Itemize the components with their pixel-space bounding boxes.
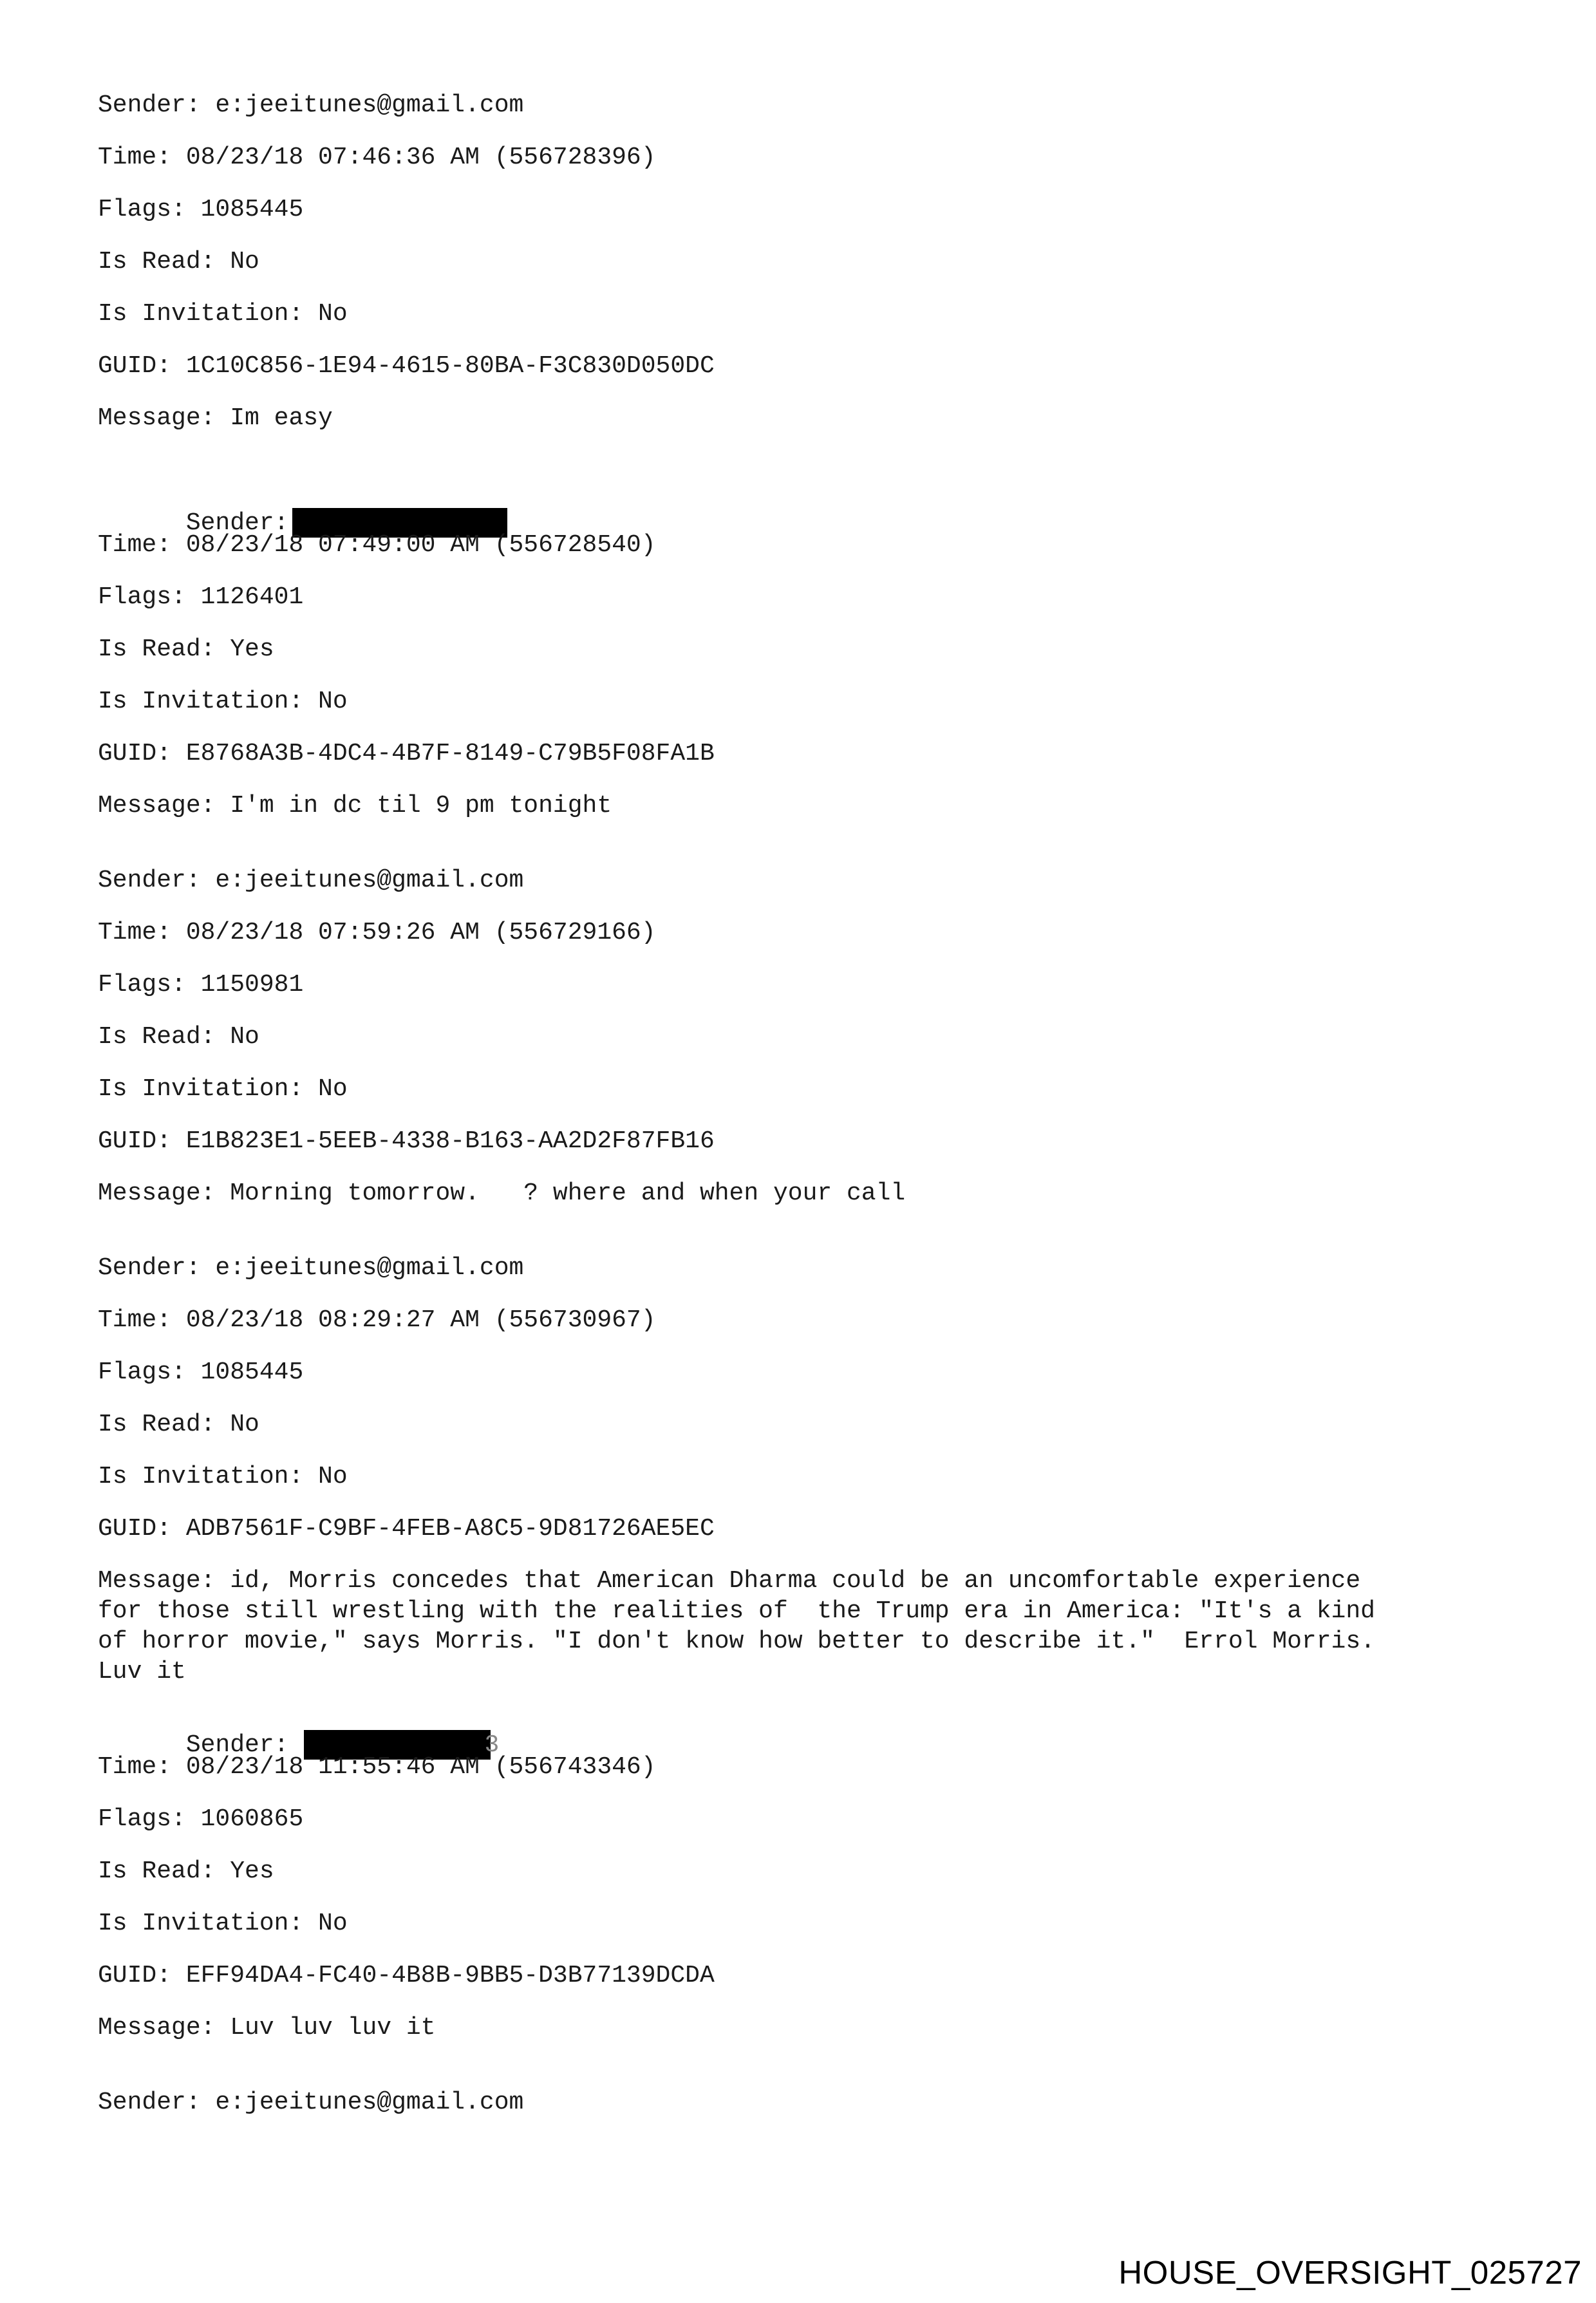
flags-line: Flags: 1085445 <box>98 1358 304 1386</box>
is-invitation-line: Is Invitation: No <box>98 688 348 715</box>
message-line: Message: Morning tomorrow. ? where and when your call <box>98 1180 906 1207</box>
guid-line: GUID: EFF94DA4-FC40-4B8B-9BB5-D3B77139DCDA <box>98 1962 715 1989</box>
is-read-line: Is Read: Yes <box>98 635 274 663</box>
time-line: Time: 08/23/18 07:49:00 AM (556728540) <box>98 531 656 559</box>
is-invitation-line: Is Invitation: No <box>98 1463 348 1490</box>
is-invitation-line: Is Invitation: No <box>98 300 348 328</box>
guid-line: GUID: E8768A3B-4DC4-4B7F-8149-C79B5F08FA1B <box>98 740 715 767</box>
is-read-line: Is Read: No <box>98 248 259 276</box>
is-read-line: Is Read: No <box>98 1023 259 1051</box>
time-line: Time: 08/23/18 11:55:46 AM (556743346) <box>98 1753 656 1781</box>
is-read-line: Is Read: No <box>98 1411 259 1438</box>
message-line: Message: Im easy <box>98 404 333 432</box>
is-invitation-line: Is Invitation: No <box>98 1075 348 1103</box>
time-line: Time: 08/23/18 07:46:36 AM (556728396) <box>98 144 656 171</box>
time-line: Time: 08/23/18 08:29:27 AM (556730967) <box>98 1306 656 1334</box>
guid-line: GUID: 1C10C856-1E94-4615-80BA-F3C830D050DC <box>98 352 715 380</box>
guid-line: GUID: E1B823E1-5EEB-4338-B163-AA2D2F87FB16 <box>98 1127 715 1155</box>
time-line: Time: 08/23/18 07:59:26 AM (556729166) <box>98 919 656 946</box>
flags-line: Flags: 1085445 <box>98 196 304 223</box>
sender-label: Sender: <box>185 1731 289 1760</box>
flags-line: Flags: 1060865 <box>98 1805 304 1833</box>
sender-line: Sender: e:jeeitunes@gmail.com <box>98 2089 524 2116</box>
sender-line: Sender: e:jeeitunes@gmail.com <box>98 867 524 894</box>
sender-trailing-char: 3 <box>484 1731 500 1760</box>
guid-line: GUID: ADB7561F-C9BF-4FEB-A8C5-9D81726AE5EC <box>98 1515 715 1543</box>
bates-number: HOUSE_OVERSIGHT_025727 <box>1118 2254 1582 2291</box>
sender-line: Sender: e:jeeitunes@gmail.com <box>98 1254 524 1282</box>
sender-line: Sender: e:jeeitunes@gmail.com <box>98 91 524 119</box>
flags-line: Flags: 1126401 <box>98 583 304 611</box>
message-line: Message: Luv luv luv it <box>98 2014 436 2042</box>
message-line: Message: id, Morris concedes that American Dharma could be an uncomfortable experience for those still wrestling with the realities of the Trump era in America: "It's a kind of horror movie," says Morris. "I don't know how better to describe it." Errol Morris. Luv it <box>98 1567 1375 1686</box>
is-read-line: Is Read: Yes <box>98 1857 274 1885</box>
message-line: Message: I'm in dc til 9 pm tonight <box>98 792 612 820</box>
sender-label: Sender: <box>185 509 289 538</box>
is-invitation-line: Is Invitation: No <box>98 1910 348 1937</box>
flags-line: Flags: 1150981 <box>98 971 304 999</box>
